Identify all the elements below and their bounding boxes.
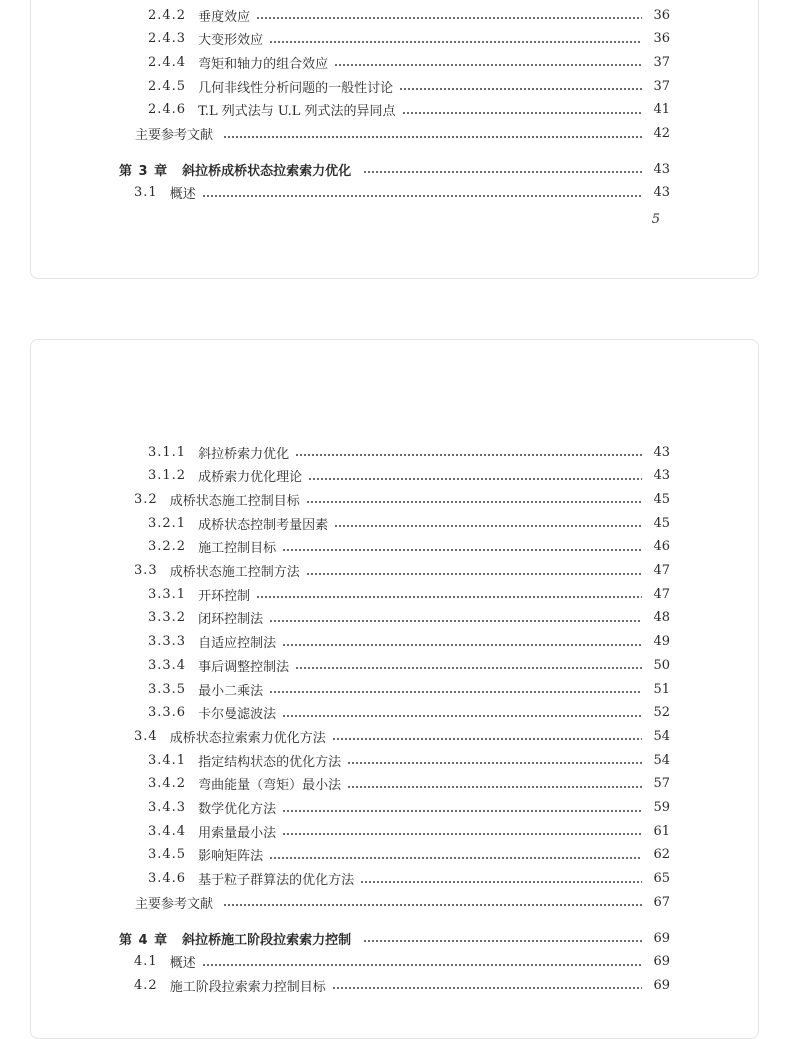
toc-entry-title: 大变形效应 [198,33,264,49]
toc-entry-page: 43 [653,161,670,177]
toc-entry[interactable] [148,466,670,486]
toc-entry-title: 用索量最小法 [198,825,277,841]
toc-entry-number: 2.4.4 [148,54,187,70]
toc-entry-title: 斜拉桥施工阶段拉索索力控制 [182,932,352,948]
toc-entry-page: 69 [653,954,670,970]
toc-entry-number: 3.3.4 [148,657,187,673]
dot-leader [269,691,642,693]
toc-entry[interactable] [148,655,670,675]
toc-entry-page: 54 [653,752,670,768]
dot-leader [360,881,642,883]
toc-entry-title: 概述 [169,187,196,203]
toc-entry-number: 3.1.1 [148,444,187,460]
toc-entry-number: 3.4.2 [148,776,187,792]
dot-leader [282,810,642,812]
toc-entry-title: 成桥状态施工控制目标 [169,493,300,509]
toc-entry-page: 49 [653,634,670,650]
toc-entry[interactable] [148,869,670,889]
toc-entry-page: 36 [653,31,670,47]
toc-entry-title: 开环控制 [198,588,251,604]
toc-entry-number: 3.4.3 [148,800,187,815]
toc-entry-title: 成桥状态控制考量因素 [198,517,329,533]
toc-entry[interactable] [134,183,670,203]
toc-entry-title: 数学优化方法 [198,802,277,817]
dot-leader [306,573,642,575]
dot-leader [308,478,642,480]
dot-leader [334,525,642,527]
toc-entry-number: 4.1 [134,954,158,970]
toc-entry-title: 影响矩阵法 [198,849,264,865]
dot-leader [223,136,642,138]
toc-entry-page: 61 [653,823,670,839]
toc-entry-number: 3.4.4 [148,823,187,839]
toc-page-lower [30,339,759,1039]
toc-entry[interactable] [134,489,670,509]
toc-entry-title: 垂度效应 [198,9,251,25]
toc-entry-number: 3.3.1 [148,586,187,602]
toc-entry-page: 47 [653,586,670,602]
toc-entry[interactable] [148,537,670,557]
dot-leader [363,171,642,173]
toc-entry-page: 59 [653,800,670,815]
toc-entry-page: 65 [653,871,670,887]
dot-leader [202,195,642,197]
toc-entry-page: 69 [653,977,670,993]
toc-entry[interactable] [148,703,670,723]
dot-leader [269,41,642,43]
toc-entry-page: 47 [653,563,670,578]
toc-entry[interactable] [148,100,670,120]
toc-entry-page: 43 [653,444,670,460]
toc-references-entry[interactable] [135,124,670,144]
toc-entry-number: 2.4.3 [148,31,187,47]
dot-leader [347,762,642,764]
toc-entry-page: 45 [653,515,670,531]
toc-entry-title: 基于粒子群算法的优化方法 [198,873,355,889]
toc-entry-number: 3.4.5 [148,847,187,863]
toc-entry-page: 52 [653,705,670,721]
toc-entry-number: 3.3.3 [148,634,187,650]
toc-entry-title: 主要参考文献 [135,128,214,143]
toc-entry[interactable] [134,726,670,746]
page-number: 5 [651,212,660,227]
toc-entry-page: 57 [653,776,670,792]
toc-page-upper [30,0,759,279]
toc-entry[interactable] [148,774,670,794]
toc-entry-title: 事后调整控制法 [198,659,290,675]
toc-entry-number: 第 3 章 [119,163,169,179]
dot-leader [295,667,642,669]
toc-entry-number: 3.2 [134,491,158,507]
toc-entry-page: 37 [653,54,670,70]
toc-entry[interactable] [148,845,670,865]
toc-entry-number: 3.4.1 [148,752,187,768]
toc-entry-number: 3.3 [134,563,158,578]
toc-entry[interactable] [148,750,670,770]
toc-entry-page: 45 [653,491,670,507]
toc-entry-title: 卡尔曼滤波法 [198,707,277,723]
toc-entry-page: 69 [653,930,670,946]
toc-chapter-entry[interactable] [119,928,670,948]
toc-entry[interactable] [148,52,670,72]
dot-leader [363,940,642,942]
dot-leader [306,501,642,503]
toc-entry-number: 3.4 [134,728,158,744]
dot-leader [282,644,642,646]
toc-entry-title: 概述 [169,956,196,972]
toc-entry-title: 闭环控制法 [198,612,264,628]
toc-chapter-entry[interactable] [119,159,670,179]
toc-entry-page: 43 [653,185,670,201]
toc-entry[interactable] [134,975,670,995]
dot-leader [282,715,642,717]
toc-entry-number: 第 4 章 [119,932,169,948]
toc-entry-title: 斜拉桥索力优化 [198,446,290,462]
toc-entry-page: 36 [653,7,670,23]
dot-leader [332,987,642,989]
toc-entry-page: 42 [653,126,670,141]
toc-entry-title: T.L 列式法与 U.L 列式法的异同点 [198,104,396,120]
dot-leader [256,596,642,598]
toc-entry-title: 自适应控制法 [198,636,277,652]
dot-leader [295,454,642,456]
toc-entry[interactable] [148,5,670,25]
toc-entry-title: 施工控制目标 [198,541,277,557]
toc-entry-title: 主要参考文献 [135,896,214,912]
toc-entry-number: 2.4.2 [148,7,187,23]
toc-entry-number: 3.1 [134,185,158,201]
toc-entry-page: 50 [653,657,670,673]
toc-entry-number: 3.2.2 [148,539,187,555]
toc-entry-title: 成桥状态施工控制方法 [169,565,300,580]
dot-leader [223,904,642,906]
toc-references-entry[interactable] [135,892,670,912]
toc-entry-number: 2.4.6 [148,102,187,118]
toc-entry[interactable] [148,798,670,818]
toc-entry-page: 54 [653,728,670,744]
toc-entry[interactable] [148,632,670,652]
toc-entry-number: 3.3.2 [148,610,187,626]
toc-entry[interactable] [148,442,670,462]
toc-entry-page: 48 [653,610,670,626]
dot-leader [347,786,642,788]
dot-leader [334,64,642,66]
toc-entry[interactable] [148,584,670,604]
toc-entry-title: 成桥状态拉索索力优化方法 [169,730,326,746]
toc-entry-page: 46 [653,539,670,555]
dot-leader [402,112,642,114]
dot-leader [282,833,642,835]
toc-entry[interactable] [134,561,670,581]
dot-leader [269,620,642,622]
toc-entry-title: 几何非线性分析问题的一般性讨论 [198,80,394,96]
dot-leader [256,17,642,19]
toc-entry-number: 4.2 [134,977,158,993]
dot-leader [269,857,642,859]
toc-entry-number: 3.3.6 [148,705,187,721]
dot-leader [332,738,642,740]
toc-entry-title: 成桥索力优化理论 [198,470,303,486]
toc-entry-page: 51 [653,681,670,697]
toc-entry[interactable] [148,608,670,628]
toc-entry-page: 43 [653,468,670,484]
toc-entry-number: 3.4.6 [148,871,187,887]
toc-entry-number: 3.1.2 [148,468,187,484]
toc-entry[interactable] [148,821,670,841]
toc-entry[interactable] [148,29,670,49]
toc-entry-page: 67 [653,894,670,910]
toc-entry-number: 2.4.5 [148,78,187,94]
toc-entry-title: 施工阶段拉索索力控制目标 [169,979,326,995]
toc-entry[interactable] [134,952,670,972]
toc-entry[interactable] [148,679,670,699]
dot-leader [399,88,642,90]
toc-entry[interactable] [148,513,670,533]
toc-entry-title: 斜拉桥成桥状态拉索索力优化 [182,163,352,179]
dot-leader [282,549,642,551]
toc-entry[interactable] [148,76,670,96]
toc-entry-number: 3.3.5 [148,681,187,697]
toc-entry-page: 41 [653,102,670,118]
toc-entry-number: 3.2.1 [148,515,187,531]
toc-entry-page: 37 [653,78,670,94]
toc-entry-page: 62 [653,847,670,863]
toc-entry-title: 弯曲能量（弯矩）最小法 [198,778,342,794]
dot-leader [202,964,642,966]
toc-entry-title: 最小二乘法 [198,683,264,699]
toc-entry-title: 弯矩和轴力的组合效应 [198,56,329,72]
toc-entry-title: 指定结构状态的优化方法 [198,754,342,770]
